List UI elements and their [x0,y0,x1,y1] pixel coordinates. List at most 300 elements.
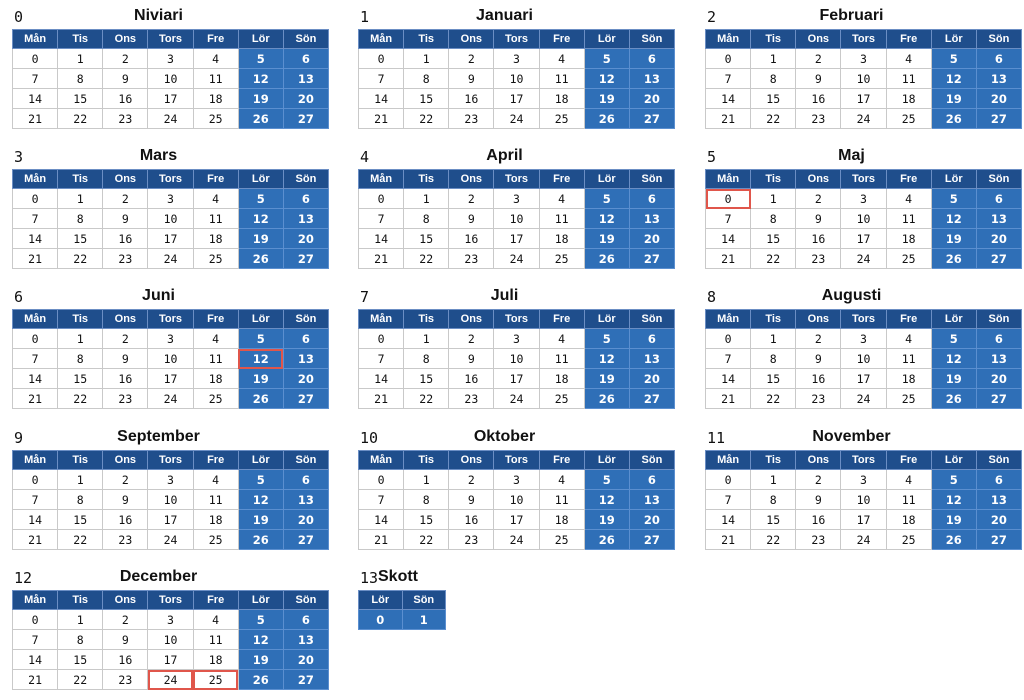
day-cell[interactable]: 14 [359,229,404,249]
day-cell[interactable]: 17 [841,229,886,249]
day-cell[interactable]: 16 [449,369,494,389]
day-cell[interactable]: 16 [796,89,841,109]
day-cell[interactable]: 9 [449,69,494,89]
day-cell[interactable]: 1 [58,470,103,490]
day-cell[interactable]: 16 [103,369,148,389]
day-cell[interactable]: 10 [494,490,539,510]
day-cell[interactable]: 9 [796,69,841,89]
day-cell[interactable]: 14 [706,510,751,530]
day-cell[interactable]: 12 [238,490,283,510]
day-cell[interactable]: 13 [629,349,674,369]
day-cell[interactable]: 26 [238,389,283,409]
day-cell[interactable]: 15 [751,89,796,109]
day-cell[interactable]: 6 [283,49,328,69]
day-cell[interactable]: 2 [103,189,148,209]
day-cell[interactable]: 3 [494,49,539,69]
day-cell[interactable]: 3 [494,329,539,349]
day-cell[interactable]: 1 [58,189,103,209]
day-cell[interactable]: 11 [539,349,584,369]
day-cell[interactable]: 6 [283,329,328,349]
day-cell[interactable]: 20 [629,510,674,530]
day-cell[interactable]: 19 [931,510,976,530]
day-cell[interactable]: 8 [751,490,796,510]
day-cell[interactable]: 3 [841,329,886,349]
day-cell[interactable]: 14 [359,89,404,109]
day-cell[interactable]: 9 [103,490,148,510]
day-cell[interactable]: 0 [13,189,58,209]
day-cell[interactable]: 6 [283,610,328,630]
day-cell[interactable]: 23 [449,249,494,269]
day-cell[interactable]: 0 [359,329,404,349]
day-cell[interactable]: 7 [706,209,751,229]
day-cell[interactable]: 18 [886,229,931,249]
day-cell[interactable]: 0 [13,49,58,69]
day-cell[interactable]: 19 [584,229,629,249]
day-cell[interactable]: 9 [103,209,148,229]
day-cell[interactable]: 10 [841,490,886,510]
day-cell[interactable]: 22 [58,670,103,690]
day-cell[interactable]: 7 [359,209,404,229]
day-cell[interactable]: 18 [886,89,931,109]
day-cell[interactable]: 2 [449,329,494,349]
day-cell[interactable]: 5 [238,49,283,69]
day-cell[interactable]: 26 [584,389,629,409]
day-cell[interactable]: 16 [449,510,494,530]
day-cell[interactable]: 17 [148,510,193,530]
day-cell[interactable]: 4 [539,189,584,209]
day-cell[interactable]: 19 [584,369,629,389]
day-cell[interactable]: 27 [283,530,328,550]
day-cell[interactable]: 18 [886,510,931,530]
day-cell[interactable]: 5 [584,49,629,69]
day-cell[interactable]: 20 [629,89,674,109]
day-cell[interactable]: 6 [629,189,674,209]
day-cell[interactable]: 4 [193,49,238,69]
day-cell[interactable]: 3 [148,470,193,490]
day-cell[interactable]: 6 [976,470,1021,490]
day-cell[interactable]: 13 [976,69,1021,89]
day-cell[interactable]: 22 [58,249,103,269]
day-cell[interactable]: 19 [238,650,283,670]
day-cell[interactable]: 19 [238,89,283,109]
day-cell[interactable]: 27 [283,389,328,409]
day-cell[interactable]: 12 [584,69,629,89]
day-cell[interactable]: 4 [539,49,584,69]
day-cell[interactable]: 9 [796,490,841,510]
day-cell[interactable]: 5 [584,329,629,349]
day-cell[interactable]: 5 [584,470,629,490]
day-cell[interactable]: 19 [584,510,629,530]
day-cell[interactable]: 3 [494,470,539,490]
day-cell[interactable]: 25 [193,249,238,269]
day-cell[interactable]: 23 [103,109,148,129]
day-cell[interactable]: 4 [193,610,238,630]
day-cell[interactable]: 10 [148,490,193,510]
day-cell[interactable]: 14 [13,510,58,530]
day-cell[interactable]: 4 [193,189,238,209]
day-cell[interactable]: 6 [629,470,674,490]
day-cell[interactable]: 12 [584,490,629,510]
day-cell[interactable]: 8 [404,490,449,510]
day-cell[interactable]: 23 [103,670,148,690]
day-cell[interactable]: 7 [13,209,58,229]
day-cell[interactable]: 26 [931,249,976,269]
day-cell[interactable]: 22 [404,109,449,129]
day-cell[interactable]: 22 [751,249,796,269]
day-cell[interactable]: 14 [359,510,404,530]
day-cell[interactable]: 15 [404,510,449,530]
day-cell[interactable]: 25 [886,109,931,129]
day-cell[interactable]: 21 [13,530,58,550]
day-cell[interactable]: 1 [404,49,449,69]
day-cell[interactable]: 1 [751,470,796,490]
day-cell[interactable]: 0 [359,49,404,69]
day-cell[interactable]: 8 [751,69,796,89]
day-cell[interactable]: 20 [283,650,328,670]
day-cell[interactable]: 25 [539,249,584,269]
day-cell[interactable]: 18 [539,229,584,249]
day-cell[interactable]: 11 [539,209,584,229]
day-cell[interactable]: 9 [449,209,494,229]
day-cell[interactable]: 12 [931,490,976,510]
day-cell[interactable]: 27 [629,530,674,550]
day-cell[interactable]: 25 [193,389,238,409]
day-cell[interactable]: 18 [886,369,931,389]
day-cell[interactable]: 27 [976,249,1021,269]
day-cell[interactable]: 20 [283,89,328,109]
day-cell[interactable]: 1 [751,189,796,209]
day-cell[interactable]: 1 [404,329,449,349]
day-cell[interactable]: 23 [796,109,841,129]
day-cell[interactable]: 5 [238,329,283,349]
day-cell[interactable]: 24 [148,389,193,409]
day-cell[interactable]: 8 [404,349,449,369]
day-cell[interactable]: 10 [494,209,539,229]
day-cell[interactable]: 11 [539,490,584,510]
day-cell[interactable]: 25 [886,530,931,550]
day-cell[interactable]: 5 [238,470,283,490]
day-cell[interactable]: 24 [148,530,193,550]
day-cell[interactable]: 12 [584,209,629,229]
day-cell[interactable]: 27 [976,530,1021,550]
day-cell[interactable]: 18 [193,369,238,389]
day-cell[interactable]: 27 [976,109,1021,129]
day-cell[interactable]: 21 [13,249,58,269]
day-cell[interactable]: 22 [404,530,449,550]
day-cell[interactable]: 6 [629,49,674,69]
day-cell[interactable]: 2 [796,49,841,69]
day-cell[interactable]: 7 [359,69,404,89]
day-cell[interactable]: 3 [148,49,193,69]
day-cell[interactable]: 10 [148,209,193,229]
day-cell[interactable]: 2 [796,470,841,490]
day-cell[interactable]: 3 [148,189,193,209]
day-cell[interactable]: 10 [841,209,886,229]
day-cell[interactable]: 16 [103,89,148,109]
day-cell[interactable]: 9 [796,209,841,229]
day-cell[interactable]: 12 [238,69,283,89]
day-cell[interactable]: 21 [706,109,751,129]
day-cell[interactable]: 4 [193,329,238,349]
day-cell[interactable]: 0 [359,610,403,630]
day-cell[interactable]: 19 [931,89,976,109]
day-cell[interactable]: 8 [404,69,449,89]
day-cell[interactable]: 26 [584,249,629,269]
day-cell[interactable]: 2 [103,329,148,349]
day-cell[interactable]: 21 [706,249,751,269]
day-cell[interactable]: 24 [841,109,886,129]
day-cell[interactable]: 7 [13,490,58,510]
day-cell[interactable]: 11 [886,349,931,369]
day-cell[interactable]: 6 [976,329,1021,349]
day-cell[interactable]: 11 [886,69,931,89]
day-cell[interactable]: 8 [58,630,103,650]
day-cell[interactable]: 23 [103,249,148,269]
day-cell[interactable]: 26 [238,670,283,690]
day-cell[interactable]: 21 [13,389,58,409]
day-cell[interactable]: 16 [103,510,148,530]
day-cell[interactable]: 27 [976,389,1021,409]
day-cell[interactable]: 4 [886,189,931,209]
day-cell[interactable]: 25 [539,109,584,129]
day-cell[interactable]: 20 [976,369,1021,389]
day-cell[interactable]: 16 [796,510,841,530]
day-cell[interactable]: 14 [706,229,751,249]
day-cell[interactable]: 7 [706,490,751,510]
day-cell[interactable]: 8 [751,349,796,369]
day-cell[interactable]: 20 [283,369,328,389]
day-cell[interactable]: 17 [494,89,539,109]
day-cell[interactable]: 19 [584,89,629,109]
day-cell[interactable]: 2 [103,470,148,490]
day-cell[interactable]: 20 [976,89,1021,109]
day-cell[interactable]: 18 [193,229,238,249]
day-cell[interactable]: 15 [751,510,796,530]
day-cell[interactable]: 10 [148,349,193,369]
day-cell[interactable]: 26 [931,530,976,550]
day-cell[interactable]: 4 [886,49,931,69]
day-cell[interactable]: 20 [976,229,1021,249]
day-cell[interactable]: 1 [751,49,796,69]
day-cell[interactable]: 15 [58,650,103,670]
day-cell[interactable]: 21 [359,389,404,409]
day-cell[interactable]: 23 [449,530,494,550]
day-cell[interactable]: 22 [404,389,449,409]
day-cell[interactable]: 12 [931,209,976,229]
day-cell[interactable]: 6 [629,329,674,349]
day-cell[interactable]: 27 [283,109,328,129]
day-cell[interactable]: 13 [283,69,328,89]
day-cell[interactable]: 27 [283,670,328,690]
day-cell[interactable]: 21 [359,249,404,269]
day-cell[interactable]: 25 [193,109,238,129]
day-cell[interactable]: 20 [283,510,328,530]
day-cell[interactable]: 7 [13,630,58,650]
day-cell[interactable]: 24 [148,670,193,690]
day-cell[interactable]: 0 [13,329,58,349]
day-cell[interactable]: 17 [494,510,539,530]
day-cell[interactable]: 23 [796,530,841,550]
day-cell[interactable]: 10 [841,349,886,369]
day-cell[interactable]: 27 [629,249,674,269]
day-cell[interactable]: 19 [931,229,976,249]
day-cell[interactable]: 11 [193,630,238,650]
day-cell[interactable]: 8 [58,490,103,510]
day-cell[interactable]: 20 [629,229,674,249]
day-cell[interactable]: 15 [404,369,449,389]
day-cell[interactable]: 27 [283,249,328,269]
day-cell[interactable]: 16 [449,89,494,109]
day-cell[interactable]: 12 [238,209,283,229]
day-cell[interactable]: 25 [886,249,931,269]
day-cell[interactable]: 19 [931,369,976,389]
day-cell[interactable]: 26 [584,530,629,550]
day-cell[interactable]: 25 [193,670,238,690]
day-cell[interactable]: 14 [13,89,58,109]
day-cell[interactable]: 11 [886,490,931,510]
day-cell[interactable]: 21 [359,530,404,550]
day-cell[interactable]: 14 [359,369,404,389]
day-cell[interactable]: 18 [539,89,584,109]
day-cell[interactable]: 26 [238,109,283,129]
day-cell[interactable]: 26 [931,109,976,129]
day-cell[interactable]: 7 [706,349,751,369]
day-cell[interactable]: 17 [841,89,886,109]
day-cell[interactable]: 17 [841,369,886,389]
day-cell[interactable]: 21 [359,109,404,129]
day-cell[interactable]: 9 [103,630,148,650]
day-cell[interactable]: 10 [494,69,539,89]
day-cell[interactable]: 11 [193,349,238,369]
day-cell[interactable]: 24 [494,109,539,129]
day-cell[interactable]: 9 [796,349,841,369]
day-cell[interactable]: 22 [751,530,796,550]
day-cell[interactable]: 4 [886,470,931,490]
day-cell[interactable]: 3 [841,189,886,209]
day-cell[interactable]: 15 [404,229,449,249]
day-cell[interactable]: 9 [449,490,494,510]
day-cell[interactable]: 21 [706,530,751,550]
day-cell[interactable]: 11 [193,209,238,229]
day-cell[interactable]: 17 [494,369,539,389]
day-cell[interactable]: 10 [148,630,193,650]
day-cell[interactable]: 3 [841,470,886,490]
day-cell[interactable]: 27 [629,109,674,129]
day-cell[interactable]: 13 [283,630,328,650]
day-cell[interactable]: 5 [931,49,976,69]
day-cell[interactable]: 1 [404,470,449,490]
day-cell[interactable]: 5 [931,470,976,490]
day-cell[interactable]: 14 [13,369,58,389]
day-cell[interactable]: 7 [706,69,751,89]
day-cell[interactable]: 6 [976,189,1021,209]
day-cell[interactable]: 24 [494,389,539,409]
day-cell[interactable]: 14 [706,369,751,389]
day-cell[interactable]: 8 [58,349,103,369]
day-cell[interactable]: 23 [449,389,494,409]
day-cell[interactable]: 24 [148,109,193,129]
day-cell[interactable]: 0 [13,610,58,630]
day-cell[interactable]: 2 [103,49,148,69]
day-cell[interactable]: 2 [796,189,841,209]
day-cell[interactable]: 7 [359,349,404,369]
day-cell[interactable]: 24 [148,249,193,269]
day-cell[interactable]: 2 [796,329,841,349]
day-cell[interactable]: 1 [751,329,796,349]
day-cell[interactable]: 17 [148,650,193,670]
day-cell[interactable]: 27 [629,389,674,409]
day-cell[interactable]: 13 [976,349,1021,369]
day-cell[interactable]: 0 [706,49,751,69]
day-cell[interactable]: 3 [841,49,886,69]
day-cell[interactable]: 19 [238,229,283,249]
day-cell[interactable]: 5 [238,189,283,209]
day-cell[interactable]: 8 [751,209,796,229]
day-cell[interactable]: 18 [193,650,238,670]
day-cell[interactable]: 20 [629,369,674,389]
day-cell[interactable]: 7 [359,490,404,510]
day-cell[interactable]: 5 [931,189,976,209]
day-cell[interactable]: 25 [886,389,931,409]
day-cell[interactable]: 5 [584,189,629,209]
day-cell[interactable]: 15 [751,229,796,249]
day-cell[interactable]: 15 [404,89,449,109]
day-cell[interactable]: 16 [796,229,841,249]
day-cell[interactable]: 23 [103,389,148,409]
day-cell[interactable]: 4 [886,329,931,349]
day-cell[interactable]: 15 [58,229,103,249]
day-cell[interactable]: 21 [13,109,58,129]
day-cell[interactable]: 14 [706,89,751,109]
day-cell[interactable]: 10 [841,69,886,89]
day-cell[interactable]: 4 [193,470,238,490]
day-cell[interactable]: 22 [404,249,449,269]
day-cell[interactable]: 5 [931,329,976,349]
day-cell[interactable]: 26 [238,530,283,550]
day-cell[interactable]: 8 [58,69,103,89]
day-cell[interactable]: 9 [103,349,148,369]
day-cell[interactable]: 15 [58,510,103,530]
day-cell[interactable]: 11 [539,69,584,89]
day-cell[interactable]: 19 [238,369,283,389]
day-cell[interactable]: 22 [751,109,796,129]
day-cell[interactable]: 16 [449,229,494,249]
day-cell[interactable]: 11 [193,69,238,89]
day-cell[interactable]: 1 [404,189,449,209]
day-cell[interactable]: 22 [58,530,103,550]
day-cell[interactable]: 15 [751,369,796,389]
day-cell[interactable]: 8 [58,209,103,229]
day-cell[interactable]: 3 [148,329,193,349]
day-cell[interactable]: 26 [931,389,976,409]
day-cell[interactable]: 13 [283,349,328,369]
day-cell[interactable]: 12 [584,349,629,369]
day-cell[interactable]: 18 [193,510,238,530]
day-cell[interactable]: 16 [796,369,841,389]
day-cell[interactable]: 1 [58,329,103,349]
day-cell[interactable]: 13 [629,490,674,510]
day-cell[interactable]: 22 [58,109,103,129]
day-cell[interactable]: 3 [148,610,193,630]
day-cell[interactable]: 26 [238,249,283,269]
day-cell[interactable]: 4 [539,470,584,490]
day-cell[interactable]: 17 [494,229,539,249]
day-cell[interactable]: 12 [931,69,976,89]
day-cell[interactable]: 19 [238,510,283,530]
day-cell[interactable]: 2 [449,470,494,490]
day-cell[interactable]: 18 [193,89,238,109]
day-cell[interactable]: 2 [103,610,148,630]
